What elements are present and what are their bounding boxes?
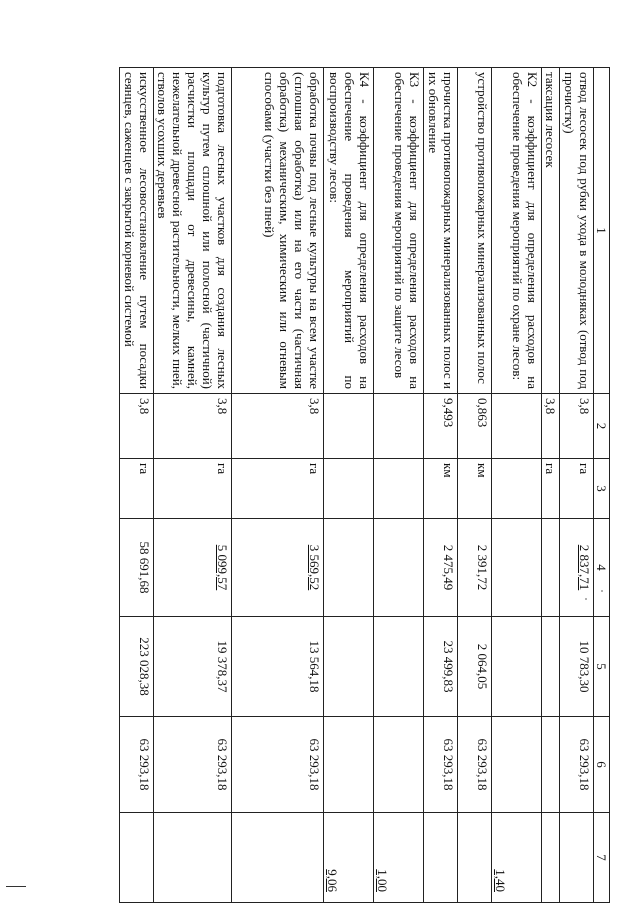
- base-value: 63 293,18: [232, 717, 324, 813]
- total-cost: 223 028,38: [120, 617, 154, 717]
- base-value: 63 293,18: [560, 717, 594, 813]
- table-row: [424, 68, 458, 903]
- col-header: 5: [594, 617, 610, 717]
- coefficient: [120, 813, 154, 903]
- volume: 3,8: [542, 394, 560, 459]
- unit: [324, 459, 374, 519]
- total-cost: [374, 617, 424, 717]
- document-page: [92, 67, 610, 902]
- unit: га: [542, 459, 560, 519]
- unit-cost: 2 391,72: [458, 519, 492, 617]
- coefficient: [424, 813, 458, 903]
- work-name: К3 - коэффициент для определения расходов на обеспечение проведения мероприятий по защите лесов: [374, 68, 424, 394]
- coefficient: [458, 813, 492, 903]
- col-header: 3: [594, 459, 610, 519]
- total-cost: [324, 617, 374, 717]
- work-name: К2 - коэффициент для определения расходов на обеспечение проведения мероприятий по охране лесов:: [492, 68, 542, 394]
- cost-table: [119, 67, 610, 903]
- total-cost: [542, 617, 560, 717]
- col-header: 6: [594, 717, 610, 813]
- base-value: [324, 717, 374, 813]
- work-name: прочистка противопожарных минерализованных полос и их обновление: [424, 68, 458, 394]
- unit-cost: [492, 519, 542, 617]
- coefficient: 1,40: [492, 813, 542, 903]
- total-cost: 13 564,18: [232, 617, 324, 717]
- base-value: 63 293,18: [458, 717, 492, 813]
- base-value: 63 293,18: [154, 717, 232, 813]
- rotated-table-wrapper: [92, 67, 610, 902]
- unit: га: [232, 459, 324, 519]
- base-value: 63 293,18: [120, 717, 154, 813]
- work-name: К4 - коэффициент для определения расходов на обеспечение проведения мероприятий по воспроизводству лесов:: [324, 68, 374, 394]
- unit: га: [154, 459, 232, 519]
- unit-cost: 2 475,49: [424, 519, 458, 617]
- unit: [492, 459, 542, 519]
- volume: [324, 394, 374, 459]
- unit-cost: 5 099,57: [154, 519, 232, 617]
- coefficient: [154, 813, 232, 903]
- base-value: [492, 717, 542, 813]
- volume: 0,863: [458, 394, 492, 459]
- volume: 9,493: [424, 394, 458, 459]
- volume: [374, 394, 424, 459]
- table-row: [492, 68, 542, 903]
- unit-cost: 58 691,68: [120, 519, 154, 617]
- total-cost: [492, 617, 542, 717]
- coefficient: 1,00: [374, 813, 424, 903]
- unit: [374, 459, 424, 519]
- work-name: искусственное лесовосстановление путем посадки сеянцев, саженцев с закрытой корневой системой: [120, 68, 154, 394]
- unit: км: [458, 459, 492, 519]
- scan-speck: [585, 598, 587, 600]
- table-row: [458, 68, 492, 903]
- volume: 3,8: [120, 394, 154, 459]
- volume: 3,8: [154, 394, 232, 459]
- unit-cost: 2 837,71: [560, 519, 594, 617]
- unit: км: [424, 459, 458, 519]
- volume: 3,8: [232, 394, 324, 459]
- unit-cost: [542, 519, 560, 617]
- col-header: 7: [594, 813, 610, 903]
- coefficient: [232, 813, 324, 903]
- scan-margin-mark: [6, 886, 26, 887]
- base-value: [542, 717, 560, 813]
- col-header: 1: [594, 68, 610, 394]
- col-header: 4: [594, 519, 610, 617]
- work-name: обработка почвы под лесные культуры на всем участке (сплошная обработка) или на его части (частичная обработка) механическим, химическим или огневым способами (участки без пней): [232, 68, 324, 394]
- total-cost: 23 499,83: [424, 617, 458, 717]
- table-header-row: [594, 68, 610, 903]
- total-cost: 19 378,37: [154, 617, 232, 717]
- base-value: [374, 717, 424, 813]
- coefficient: [542, 813, 560, 903]
- col-header: 2: [594, 394, 610, 459]
- table-row: [542, 68, 560, 903]
- table-row: [232, 68, 324, 903]
- unit: га: [560, 459, 594, 519]
- work-name: отвод лесосек под рубки ухода в молодняках (отвод под прочистку): [560, 68, 594, 394]
- total-cost: 10 783,30: [560, 617, 594, 717]
- volume: 3,8: [560, 394, 594, 459]
- coefficient: 9,06: [324, 813, 374, 903]
- table-row: [324, 68, 374, 903]
- work-name: устройство противопожарных минерализованных полос: [458, 68, 492, 394]
- unit-cost: 3 569,52: [232, 519, 324, 617]
- unit-cost: [374, 519, 424, 617]
- unit-cost: [324, 519, 374, 617]
- table-row: [374, 68, 424, 903]
- table-row: [154, 68, 232, 903]
- base-value: 63 293,18: [424, 717, 458, 813]
- work-name: таксация лесосек: [542, 68, 560, 394]
- work-name: подготовка лесных участков для создания лесных культур путем сплошной или полосной (частичной) расчистки площади от древесины, камней, нежелательной древесной растительности, мелких пней, стволов усохших деревьев: [154, 68, 232, 394]
- total-cost: 2 064,05: [458, 617, 492, 717]
- table-row: [560, 68, 594, 903]
- unit: га: [120, 459, 154, 519]
- table-row: [120, 68, 154, 903]
- volume: [492, 394, 542, 459]
- coefficient: [560, 813, 594, 903]
- scan-speck: [601, 590, 603, 592]
